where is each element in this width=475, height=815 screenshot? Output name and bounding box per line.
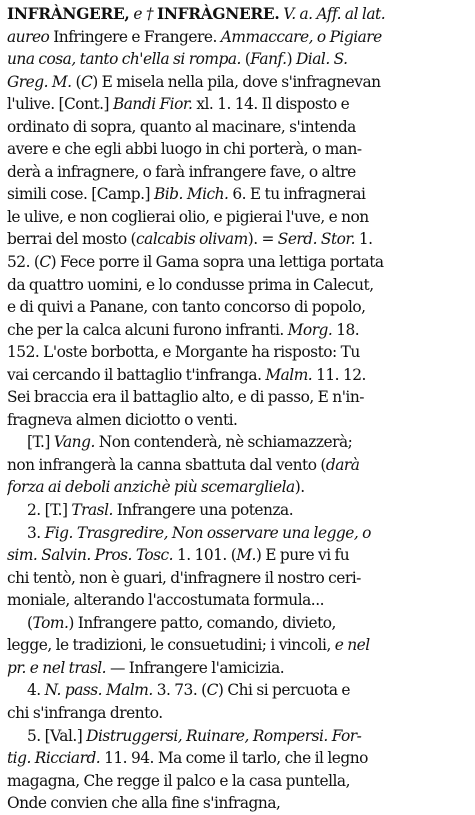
italic-text: C xyxy=(80,72,93,91)
entry-line xyxy=(7,431,469,454)
text-run: 3. 73. ( xyxy=(152,681,207,700)
entry-line xyxy=(7,386,469,409)
dictionary-entry-infrangere xyxy=(7,3,469,815)
entry-line xyxy=(7,409,469,432)
entry-line xyxy=(7,48,469,71)
text-run: xl. 1. 14. Il disposto e xyxy=(192,95,350,114)
text-run: 1. xyxy=(354,230,373,249)
text-run: chi s'infranga drento. xyxy=(7,703,163,722)
italic-text: tig. Ricciard. xyxy=(7,749,101,768)
text-run: [T.] xyxy=(27,433,54,452)
italic-text: M. xyxy=(236,546,256,565)
text-run: le ulive, e non coglierai olio, e pigierai l'uve, e non xyxy=(7,207,369,226)
text-run: ) Chi si percuota e xyxy=(217,681,351,700)
text-run: 5. [Val.] xyxy=(27,726,87,745)
text-run: ( xyxy=(240,50,251,69)
italic-text: Serd. Stor. xyxy=(277,230,355,249)
text-run: legge, le tradizioni, le consuetudini; i vincoli, xyxy=(7,636,335,655)
italic-text: Trasl. xyxy=(71,501,113,520)
entry-line xyxy=(7,296,469,319)
headword: INFRÀGNERE. xyxy=(156,5,280,23)
text-run: 3. xyxy=(27,523,45,542)
entry-line xyxy=(7,116,469,139)
text-run: da quattro uomini, e lo condusse prima in Calecut, xyxy=(7,275,374,294)
text-run: ) E pure vi fu xyxy=(255,546,350,565)
italic-text: Bib. Mich. xyxy=(153,185,229,204)
italic-text: sim. Salvin. Pros. Tosc. xyxy=(7,546,174,565)
text-run: Infrangere una potenza. xyxy=(112,501,294,520)
text-run: 11. 94. Ma come il tarlo, che il legno xyxy=(100,749,368,768)
entry-line xyxy=(7,770,469,793)
text-run: 2. [T.] xyxy=(27,501,72,520)
text-run: ). xyxy=(294,478,305,497)
italic-text: Fanf. xyxy=(250,50,287,69)
entry-line xyxy=(7,364,469,387)
text-run: ) Infrangere patto, comando, divieto, xyxy=(68,613,336,632)
entry-line xyxy=(7,634,469,657)
text-run: moniale, alterando l'accostumata formula... xyxy=(7,591,324,610)
entry-line xyxy=(7,544,469,567)
text-run: ). = xyxy=(247,230,278,249)
italic-text: calcabis olivam xyxy=(136,230,248,249)
text-run: ( xyxy=(71,72,81,91)
text-run: ordinato di sopra, quanto al macinare, s'intenda xyxy=(7,117,356,136)
italic-text: Bandi Fior. xyxy=(112,95,193,114)
entry-line xyxy=(7,138,469,161)
entry-line xyxy=(7,161,469,184)
text-run: derà a infragnere, o farà infrangere fave, o altre xyxy=(7,162,356,181)
italic-text: pr. e nel trasl. xyxy=(7,658,107,677)
entry-line xyxy=(7,183,469,206)
entry-line xyxy=(7,612,469,635)
italic-text: N. pass. Malm. xyxy=(44,681,153,700)
text-run: fragneva almen diciotto o venti. xyxy=(7,410,238,429)
italic-text: una cosa, tanto ch'ella si rompa. xyxy=(7,50,241,69)
italic-text: Greg. M. xyxy=(7,72,72,91)
text-run: Onde convien che alla fine s'infragna, xyxy=(7,794,281,813)
headword: INFRÀNGERE, xyxy=(7,5,130,23)
italic-text: Ammaccare, o Pigiare xyxy=(220,27,382,46)
text-run: vai cercando il battaglio t'infranga. xyxy=(7,365,266,384)
entry-line xyxy=(7,476,469,499)
text-run: Sei braccia era il battaglio alto, e di passo, E n'in- xyxy=(7,388,364,407)
entry-line xyxy=(7,26,469,49)
text-run: ) Fece porre il Gama sopra una lettiga portata xyxy=(50,253,384,272)
text-run: 52. ( xyxy=(7,253,40,272)
entry-line xyxy=(7,657,469,680)
text-run: ) E misela nella pila, dove s'infragnevan xyxy=(92,72,381,91)
text-run: Non contenderà, nè schiamazzerà; xyxy=(94,433,353,452)
text-run: 4. xyxy=(27,681,45,700)
entry-line xyxy=(7,567,469,590)
entry-line xyxy=(7,71,469,94)
text-run: non infrangerà la canna sbattuta dal vento ( xyxy=(7,455,326,474)
entry-line xyxy=(7,3,469,26)
italic-text: Dial. S. xyxy=(295,50,348,69)
italic-text: forza ai deboli anzichè più scemargliela xyxy=(7,478,295,497)
italic-text: Vang. xyxy=(53,433,95,452)
entry-line xyxy=(7,499,469,522)
entry-line xyxy=(7,679,469,702)
text-run: Infringere e Frangere. xyxy=(49,27,221,46)
text-run: avere e che egli abbi luogo in chi porterà, o man- xyxy=(7,140,362,159)
italic-text: V. a. Aff. al lat. xyxy=(279,5,386,23)
entry-line xyxy=(7,589,469,612)
italic-text: Morg. xyxy=(287,320,333,339)
text-run: l'ulive. [Cont.] xyxy=(7,95,113,114)
text-run: e di quivi a Panane, con tanto concorso di popolo, xyxy=(7,298,366,317)
entry-line xyxy=(7,206,469,229)
entry-line xyxy=(7,454,469,477)
italic-text: Tom. xyxy=(32,613,69,632)
entry-line xyxy=(7,228,469,251)
text-run: magagna, Che regge il palco e la casa puntella, xyxy=(7,771,350,790)
text-run: chi tentò, non è guari, d'infragnere il nostro ceri- xyxy=(7,568,361,587)
entry-line xyxy=(7,747,469,770)
italic-text: e † xyxy=(129,5,157,23)
text-run: — Infrangere l'amicizia. xyxy=(106,658,285,677)
text-run: ) xyxy=(286,50,296,69)
italic-text: Distruggersi, Ruinare, Rompersi. For- xyxy=(86,726,362,745)
italic-text: Malm. xyxy=(265,365,313,384)
entry-line xyxy=(7,522,469,545)
entry-line xyxy=(7,702,469,725)
entry-line xyxy=(7,319,469,342)
text-run: 6. E tu infragnerai xyxy=(228,185,366,204)
italic-text: C xyxy=(39,253,51,272)
entry-line xyxy=(7,792,469,815)
entry-line xyxy=(7,274,469,297)
text-run: 152. L'oste borbotta, e Morgante ha risposto: Tu xyxy=(7,343,360,362)
text-run: ( xyxy=(27,613,33,632)
text-run: simili cose. [Camp.] xyxy=(7,185,154,204)
entry-line xyxy=(7,93,469,116)
text-run: 18. xyxy=(332,320,360,339)
text-run: 11. 12. xyxy=(312,365,366,384)
entry-line xyxy=(7,251,469,274)
italic-text: Fig. Trasgredire, Non osservare una legge, o xyxy=(44,523,371,542)
entry-line xyxy=(7,341,469,364)
text-run: che per la calca alcuni furono infranti. xyxy=(7,320,288,339)
italic-text: aureo xyxy=(7,27,50,46)
text-run: 1. 101. ( xyxy=(173,546,237,565)
text-run: berrai del mosto ( xyxy=(7,230,137,249)
italic-text: C xyxy=(206,681,218,700)
entry-line xyxy=(7,725,469,748)
italic-text: darà xyxy=(325,455,360,474)
italic-text: e nel xyxy=(334,636,370,655)
